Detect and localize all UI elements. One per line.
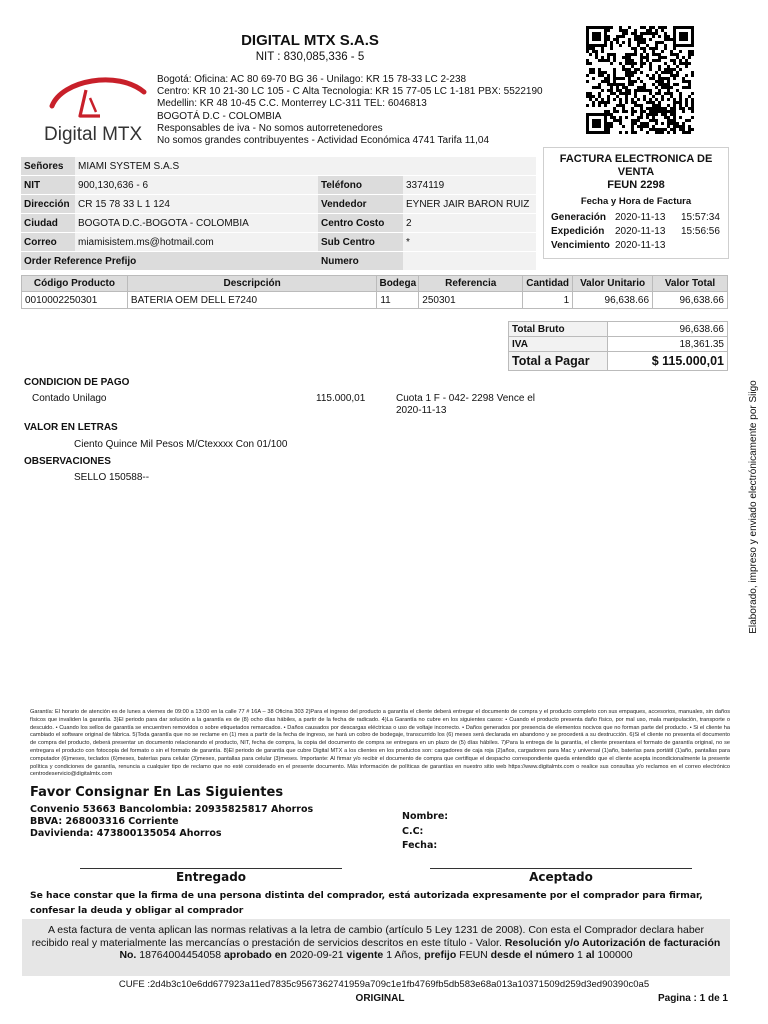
bank-line: Convenio 53663 Bancolombia: 20935825817 Ahorros	[30, 804, 314, 815]
resolution-part: prefijo	[424, 949, 457, 961]
expedicion-time: 15:56:56	[681, 226, 720, 237]
column-header: Valor Total	[653, 276, 728, 292]
total-bruto-value: 96,638.66	[608, 322, 728, 337]
side-note-text: Elaborado, impreso y enviado electrónicamente por Siigo	[748, 380, 759, 634]
side-note	[748, 372, 758, 642]
bank-line: BBVA: 268003316 Corriente	[30, 816, 179, 827]
total-pagar-label: Total a Pagar	[509, 352, 608, 371]
expedicion-date: 2020-11-13	[615, 226, 666, 237]
generacion-time: 15:57:34	[681, 212, 720, 223]
company-nit: NIT : 830,085,336 - 5	[255, 51, 365, 63]
vencimiento-date: 2020-11-13	[615, 240, 666, 251]
payment-type: Contado Unilago	[32, 393, 107, 404]
item-bodega: 11	[377, 292, 419, 309]
cufe-code: CUFE :2d4b3c10e6dd677923a11ed7835c9567362741959a709c1e1fb4769fb5db583e68a013a10371509d259d3ed90390c0a5	[118, 979, 650, 990]
fecha-label: Fecha:	[402, 840, 438, 851]
address-line: No somos grandes contribuyentes - Actividad Económica 4741 Tarifa 11,04	[157, 135, 490, 147]
generacion-date: 2020-11-13	[615, 212, 666, 223]
generacion-label: Generación	[551, 212, 607, 223]
correo-label: Correo	[21, 233, 75, 252]
address-line: Centro: KR 10 21-30 LC 105 - C Alta Tecnologia: KR 15 77-05 LC 1-181 PBX: 5522190	[157, 86, 543, 98]
item-valor-unitario: 96,638.66	[573, 292, 653, 309]
valor-letras-text: Ciento Quince Mil Pesos M/Ctexxxx Con 01/100	[74, 439, 288, 450]
item-cantidad: 1	[523, 292, 573, 309]
order-reference-label: Order Reference Prefijo	[21, 252, 318, 271]
item-valor-total: 96,638.66	[653, 292, 728, 309]
address-line: Bogotá: Oficina: AC 80 69-70 BG 36 - Unilago: KR 15 78-33 LC 2-238	[157, 74, 467, 85]
nit-value: 900,130,636 - 6	[75, 176, 318, 195]
legal-notice: Se hace constar que la firma de una persona distinta del comprador, está autorizada expresamente por el comprador para firmar, confesar la deuda y obligar al comprador	[30, 890, 703, 916]
senores-value: MIAMI SYSTEM S.A.S	[75, 157, 536, 176]
vendedor-value: EYNER JAIR BARON RUIZ	[403, 195, 536, 214]
item-description: BATERIA OEM DELL E7240	[127, 292, 376, 309]
logo-text: Digital MTX	[44, 124, 143, 145]
original-label: ORIGINAL	[355, 993, 405, 1004]
total-bruto-label: Total Bruto	[509, 322, 608, 337]
resolution-part: Resolución y/o Autorización de facturación No.	[119, 936, 721, 961]
nombre-label: Nombre:	[402, 811, 449, 822]
resolution-part: FEUN	[456, 949, 491, 961]
payment-cuota: Cuota 1 F - 042- 2298 Vence el	[396, 393, 535, 404]
observaciones-text: SELLO 150588--	[74, 472, 150, 483]
ciudad-label: Ciudad	[21, 214, 75, 233]
company-name: DIGITAL MTX S.A.S	[241, 32, 379, 49]
entregado-signature-line	[80, 868, 342, 869]
consignar-title: Favor Consignar En Las Siguientes	[30, 785, 284, 800]
vencimiento-row	[544, 239, 728, 253]
cc-label: C.C:	[402, 826, 424, 837]
client-info-table	[21, 157, 536, 271]
column-header: Valor Unitario	[573, 276, 653, 292]
resolution-part: vigente	[346, 949, 384, 961]
senores-label: Señores	[21, 157, 75, 176]
resolution-part: 1	[574, 949, 586, 961]
expedicion-label: Expedición	[551, 226, 605, 237]
invoice-date-subtitle: Fecha y Hora de Factura	[580, 196, 692, 207]
direccion-value: CR 15 78 33 L 1 124	[75, 195, 318, 214]
resolution-part: 100000	[594, 949, 633, 961]
items-header-row	[22, 276, 728, 292]
ciudad-value: BOGOTA D.C.-BOGOTA - COLOMBIA	[75, 214, 318, 233]
column-header: Cantidad	[523, 276, 573, 292]
sub-centro-label: Sub Centro	[318, 233, 403, 252]
item-code: 0010002250301	[22, 292, 128, 309]
totals-table	[508, 321, 728, 371]
resolution-part: 1 Años,	[383, 949, 425, 961]
resolution-part: desde el número	[490, 949, 575, 961]
page-number: Pagina : 1 de 1	[657, 993, 728, 1004]
aceptado-signature-line	[430, 868, 692, 869]
resolution-part: 18764004454058	[136, 949, 224, 961]
payment-amount: 115.000,01	[316, 393, 366, 404]
iva-value: 18,361.35	[608, 337, 728, 352]
bank-line: Davivienda: 473800135054 Ahorros	[30, 828, 222, 839]
iva-label: IVA	[509, 337, 608, 352]
direccion-label: Dirección	[21, 195, 75, 214]
resolution-part: A esta factura de venta aplican las normas relativas a la letra de cambio (artículo 5 Ley 1231 de 2008). Con esta el Comprador declara haber recibido real y materialmente las mercancías o prestación de servicios descritos en este título - Valor.	[31, 924, 705, 949]
column-header: Bodega	[377, 276, 419, 292]
expedicion-row	[544, 225, 728, 239]
vencimiento-label: Vencimiento	[551, 240, 610, 251]
items-table	[21, 275, 728, 309]
column-header: Código Producto	[22, 276, 128, 292]
address-line: Responsables de iva - No somos autorretenedores	[157, 122, 383, 134]
column-header: Descripción	[127, 276, 376, 292]
sub-centro-value: *	[403, 233, 536, 252]
qr-code	[586, 26, 694, 136]
resolution-box	[22, 919, 730, 976]
column-header: Referencia	[419, 276, 523, 292]
numero-value	[403, 252, 536, 271]
invoice-title: FACTURA ELECTRONICA DE VENTA	[559, 153, 713, 178]
warranty-text: Garantía: El horario de atención es de lunes a viernes de 09:00 a 13:00 en la calle 77 # 16A – 38 Oficina 303 2)Para el ingreso del producto a garantía el cliente deberá entregar el documento de compra y el producto completo con sus empaques, accesorios, manuales, sin daños físicos que invaliden la garantía. 3)El periodo para dar solución a la garantía es de (8) ocho días hábiles, a partir de la fecha de radicado. 4)La Garantía no cubre en los siguientes casos: • Cuando el producto presenta daño físico, por mal uso, mala manipulación, transporte o descuido. • Cuando los sellos de garantía se encuentren removidos o sobre etiquetados remarcados. • Daños causados por descargas eléctricas o uso de voltaje incorrecto. • Daños generados por presencia de elementos nocivos que no forman parte del producto. • Si el cliente ha cambiado el software original de fábrica. 5)Toda garantía que no se reclame en (1) mes a partir de la fecha de ingreso, se hará un cobro de bodegaje, transcurrido los (6) meses será declarada en abandono y se procederá a su destrucción. 6)Si el cliente no presenta el documento de compra del producto, deberá presentar un documento relacionando el producto, NIT, fecha de compra, la copia del documento de compra se entregara en un plazo de (5) días hábiles. 7)Para la entrega de la garantía, el cliente presentara el formato de garantía original, no se entregara el producto con fotocopia del formato o sin el formato de garantía. 8)El periodo de garantía que cubre Digital MTX a los clientes en los productos son: cargadores de caja roja (2)años, cargadores para Mac y universal (1)año, baterías para portátil (1)año, pantallas para computador (6)meses, teclados (6)meses, baterías para celular (3)meses, pantallas para celular (3)meses. Importante: Al firmar y/o recibir el documento de compra que certifique el despacho correspondiente queda entendido que el cliente acepta incondicionalmente la presente política y condiciones de garantía, renuncia a cualquier tipo de reclamo que no esté considerado en el presente documento. Más información de políticas de garantías en nuestro sitio web https://www.digitalmtx.com o realice sus consultas y/o reclamos en el correo electrónico centrodeservicio@digitalmtx.com	[30, 709, 730, 778]
nit-label: NIT	[21, 176, 75, 195]
aceptado-label: Aceptado	[529, 870, 593, 884]
centro-costo-value: 2	[403, 214, 536, 233]
table-row	[22, 292, 728, 309]
telefono-label: Teléfono	[318, 176, 403, 195]
condicion-pago-title: CONDICION DE PAGO	[24, 377, 130, 388]
resolution-part: 2020-09-21	[286, 949, 347, 961]
generacion-row	[544, 211, 728, 225]
valor-letras-title: VALOR EN LETRAS	[24, 422, 118, 433]
invoice-info-box	[543, 147, 729, 259]
resolution-text	[30, 924, 722, 962]
address-line: BOGOTÁ D.C - COLOMBIA	[157, 110, 282, 122]
item-referencia: 250301	[419, 292, 523, 309]
numero-label: Numero	[318, 252, 403, 271]
invoice-number: FEUN 2298	[607, 179, 665, 191]
correo-value: miamisistem.ms@hotmail.com	[75, 233, 318, 252]
address-line: Medellin: KR 48 10-45 C.C. Monterrey LC-311 TEL: 6046813	[157, 98, 427, 110]
vendedor-label: Vendedor	[318, 195, 403, 214]
centro-costo-label: Centro Costo	[318, 214, 403, 233]
telefono-value: 3374119	[403, 176, 536, 195]
observaciones-title: OBSERVACIONES	[24, 456, 111, 467]
company-address	[157, 74, 543, 147]
resolution-part: al	[585, 949, 595, 961]
total-pagar-value: $ 115.000,01	[608, 352, 728, 371]
entregado-label: Entregado	[175, 870, 247, 884]
resolution-part: aprobado en	[223, 949, 287, 961]
payment-cuota-date: 2020-11-13	[396, 405, 447, 416]
